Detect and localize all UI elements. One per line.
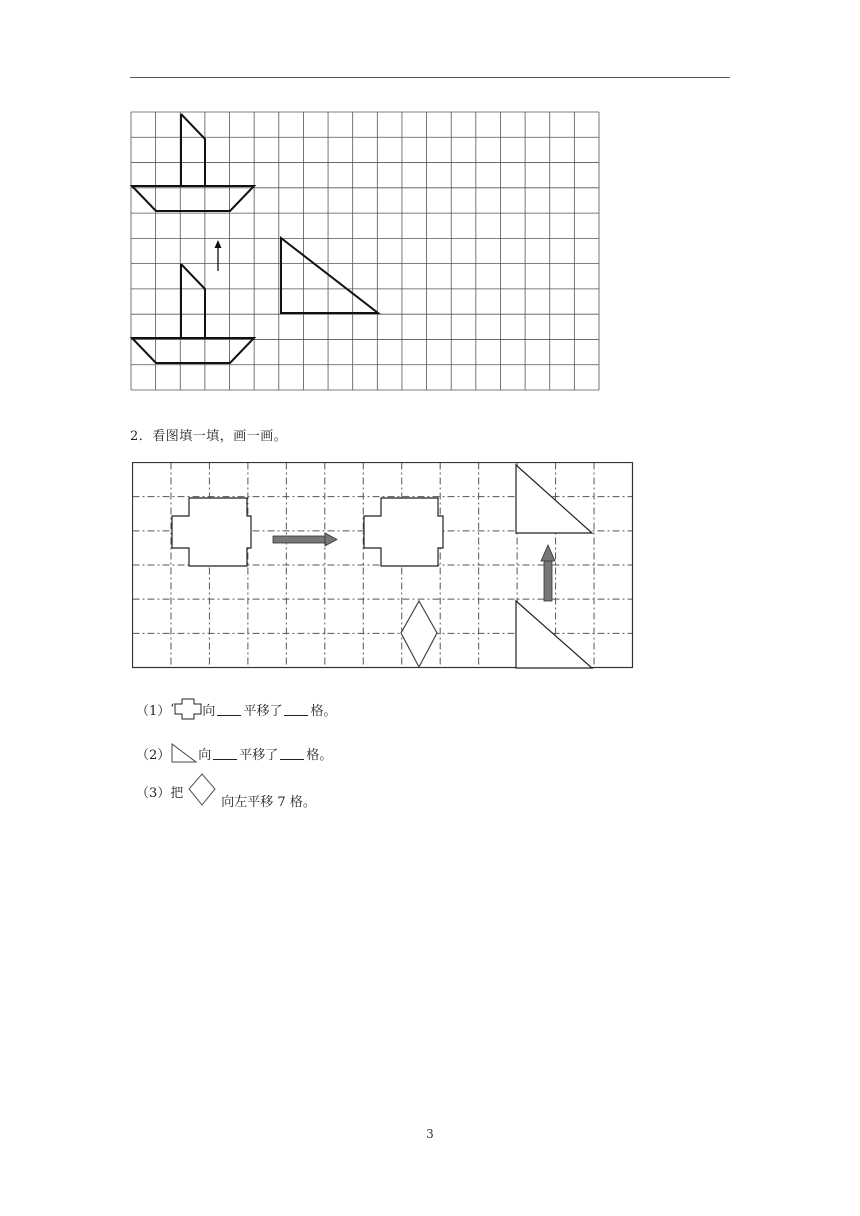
sailboat-bottom-hull xyxy=(132,338,254,363)
item-3-text: 向左平移 7 格。 xyxy=(221,794,316,810)
item-1-mark: ‘ xyxy=(170,701,175,717)
header-rule xyxy=(130,77,730,78)
diamond-shape xyxy=(401,601,437,667)
item-2-text-c: 格。 xyxy=(306,747,333,763)
item-1-number: （1） xyxy=(136,703,171,719)
item-2-text-b: 平移了 xyxy=(239,747,279,763)
up-arrow-icon xyxy=(215,240,222,271)
item-1-text-c: 格。 xyxy=(310,703,337,719)
item-2-text-a: 向 xyxy=(198,747,212,763)
item-3-number: （3） xyxy=(136,785,171,801)
cross-shape-left xyxy=(172,498,251,566)
up-arrow-icon xyxy=(541,545,555,601)
question-2-item-1 xyxy=(136,698,336,720)
item-3-pre: 把 xyxy=(170,785,184,801)
item-1-blank-direction[interactable] xyxy=(217,703,241,716)
right-triangle-icon xyxy=(170,742,198,764)
cross-shape-icon xyxy=(174,698,202,720)
question-2-item-2 xyxy=(136,742,332,764)
page-number: 3 xyxy=(426,1127,434,1141)
item-1-text-b: 平移了 xyxy=(243,703,283,719)
triangle-top xyxy=(516,465,592,533)
question-2-title: 2．看图填一填，画一画。 xyxy=(130,429,288,444)
sailboat-bottom xyxy=(132,264,254,363)
sailboat-top-sail xyxy=(181,114,205,186)
triangle-bottom xyxy=(516,601,592,668)
item-1-text-a: 向 xyxy=(202,703,216,719)
diamond-icon xyxy=(185,772,219,810)
question-2-item-3 xyxy=(136,772,316,810)
item-2-number: （2） xyxy=(136,747,171,763)
translation-grid-figure xyxy=(130,111,600,392)
cross-shape-right xyxy=(364,498,443,566)
item-2-blank-direction[interactable] xyxy=(213,747,237,760)
item-2-blank-count[interactable] xyxy=(280,747,304,760)
right-triangle xyxy=(281,238,378,313)
sailboat-top-hull xyxy=(132,186,254,211)
right-arrow-icon xyxy=(273,533,337,546)
sailboat-bottom-sail xyxy=(181,264,205,338)
item-1-blank-count[interactable] xyxy=(284,703,308,716)
square-grid xyxy=(131,112,599,390)
dashdot-grid-figure xyxy=(132,462,634,670)
